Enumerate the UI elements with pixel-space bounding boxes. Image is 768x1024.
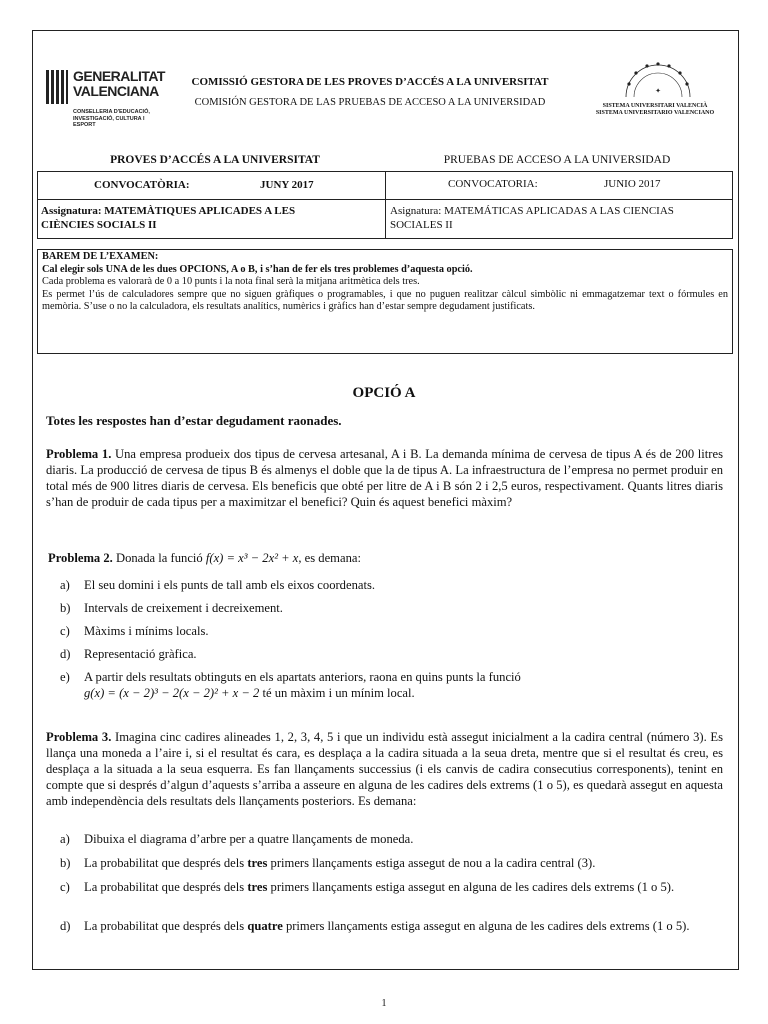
problem-2-tail: , es demana: — [298, 551, 361, 565]
problem-2-item-b — [60, 600, 723, 616]
option-intro: Totes les respostes han d’estar degudament raonades. — [46, 413, 342, 428]
exam-title-ca: PROVES D’ACCÉS A LA UNIVERSITAT — [110, 154, 320, 166]
logo-emblem-icon — [46, 70, 68, 104]
problem-2-lead — [48, 550, 725, 566]
problem-1-text: Una empresa produeix dos tipus de cervesa artesanal, A i B. La demanda mínima de cervesa de tipus A és de 200 litres diaris. La producció de cervesa de tipus B és almenys el doble que la de tipus A. La infraestructura de l’empresa no permet produir en total més de 900 litres diaris de cervesa. Els beneficis que obté per litre de A i B són 2 i 2,5 euros, respectivament. Quants litres diaris s’han de produir de cada tipus per a maximitzar el benefici? Quin és aquest benefici màxim? — [46, 447, 723, 509]
item-text: Representació gràfica. — [84, 647, 197, 661]
commission-title-es: COMISIÓN GESTORA DE LAS PRUEBAS DE ACCESO A LA UNIVERSIDAD — [194, 97, 546, 108]
convocatoria-table — [37, 171, 733, 239]
item-text: El seu domini i els punts de tall amb els eixos coordenats. — [84, 578, 376, 592]
seal-text-2: SISTEMA UNIVERSITARIO VALENCIANO — [595, 110, 715, 116]
table-divider — [385, 172, 386, 238]
page-number: 1 — [381, 998, 387, 1009]
seal-text-1: SISTEMA UNIVERSITARI VALENCIÀ — [602, 103, 708, 109]
convocatoria-ca-label: CONVOCATÒRIA: — [94, 179, 190, 191]
problem-2-label: Problema 2. — [48, 551, 113, 565]
item-label: d) — [60, 647, 71, 661]
item-e-tail: té un màxim i un mínim local. — [262, 686, 415, 700]
problem-2-item-e — [60, 669, 723, 701]
convocatoria-es-label: CONVOCATORIA: — [448, 178, 538, 190]
logo-sub2: INVESTIGACIÓ, CULTURA I ESPORT — [73, 116, 145, 128]
problem-3-label: Problema 3. — [46, 730, 112, 744]
item-d-post: primers llançaments estiga assegut en alguna de les cadires dels extrems (1 o 5). — [285, 919, 690, 933]
item-c-post: primers llançaments estiga assegut en alguna de les cadires dels extrems (1 o 5). — [270, 880, 675, 894]
barem-line1: Cal elegir sols UNA de les dues OPCIONS, A o B, i s’han de fer els tres problemes d’aquesta opció. — [42, 263, 473, 275]
svg-text:✦: ✦ — [655, 87, 661, 95]
commission-title-ca: COMISSIÓ GESTORA DE LES PROVES D’ACCÉS A LA UNIVERSITAT — [191, 76, 549, 88]
item-label: b) — [60, 856, 71, 870]
exam-title-es: PRUEBAS DE ACCESO A LA UNIVERSIDAD — [443, 154, 671, 166]
subject-es-line2: SOCIALES II — [390, 219, 453, 231]
problem-1-label: Problema 1. — [46, 447, 112, 461]
problem-3-item-d — [60, 918, 723, 934]
barem-box — [37, 249, 733, 354]
barem-title: BAREM DE L’EXAMEN: — [42, 251, 159, 262]
problem-3-text: Imagina cinc cadires alineades 1, 2, 3, 4, 5 i que un individu està assegut inicialment a la cadira central (número 3). Es llança una moneda a l’aire i, si el resultat és cara, es desplaça a la cadira situada a la seua dreta, mentre que si el resultat és creu, es desplaça a la situada a la seua esquerra. Es fan llançaments successius (i els canvis de cadira consecutius corresponents), tenint en compte que si després d’algun d’aquests s’arriba a asseure en alguna de les cadires dels extrems (1 o 5), es quedarà assegut en aquesta amb independència dels resultats dels llançaments posteriors. Es demana: — [46, 730, 723, 808]
item-label: e) — [60, 670, 70, 684]
item-label: c) — [60, 880, 70, 894]
item-label: d) — [60, 919, 71, 933]
item-label: b) — [60, 601, 71, 615]
item-text: Màxims i mínims locals. — [84, 624, 209, 638]
convocatoria-ca-value: JUNY 2017 — [260, 179, 314, 191]
problem-3-item-b — [60, 855, 723, 871]
problem-3-item-c — [60, 879, 723, 895]
problem-2-item-a — [60, 577, 723, 593]
item-e-text: A partir dels resultats obtinguts en els apartats anteriors, raona en quins punts la funció — [84, 670, 521, 684]
item-c-pre: La probabilitat que després dels — [84, 880, 245, 894]
problem-3-item-a — [60, 831, 723, 847]
option-title: OPCIÓ A — [352, 385, 416, 401]
item-text — [84, 918, 723, 934]
problem-3 — [46, 729, 723, 809]
problem-2-formula: f(x) = x³ − 2x² + x — [205, 551, 299, 565]
item-b-pre: La probabilitat que després dels — [84, 856, 245, 870]
item-d-pre: La probabilitat que després dels — [84, 919, 245, 933]
problem-2-item-d — [60, 646, 723, 662]
item-label: a) — [60, 832, 70, 846]
item-label: c) — [60, 624, 70, 638]
item-text — [84, 879, 723, 895]
item-label: a) — [60, 578, 70, 592]
barem-line3: Es permet l’ús de calculadores sempre que no siguen gràfiques o programables, i que no puguen realitzar càlcul simbòlic ni emmagatzemar text o fórmules en memòria. S’use o no la calculadora, els resultats analítics, numèrics i gràfics han d’estar sempre degudament justificats. — [42, 288, 728, 312]
university-seal-icon — [616, 57, 700, 103]
item-text: Intervals de creixement i decreixement. — [84, 601, 283, 615]
convocatoria-es-value: JUNIO 2017 — [604, 178, 661, 190]
item-d-bold: quatre — [247, 919, 283, 933]
item-b-post: primers llançaments estiga assegut de nou a la cadira central (3). — [270, 856, 596, 870]
logo-line1: GENERALITAT — [73, 68, 165, 84]
logo-line2: VALENCIANA — [73, 83, 159, 99]
item-b-bold: tres — [247, 856, 268, 870]
subject-ca-line2: CIÈNCIES SOCIALS II — [41, 219, 157, 231]
subject-es-line1: Asignatura: MATEMÁTICAS APLICADAS A LAS CIENCIAS — [390, 205, 674, 217]
item-c-bold: tres — [247, 880, 268, 894]
problem-2-item-c — [60, 623, 723, 639]
barem-line2: Cada problema es valorarà de 0 a 10 punts i la nota final serà la mitjana aritmètica dels tres. — [42, 276, 420, 287]
problem-1 — [46, 446, 723, 510]
generalitat-logo — [46, 68, 165, 138]
item-text — [84, 855, 723, 871]
subject-ca-line1: Assignatura: MATEMÀTIQUES APLICADES A LES — [41, 205, 296, 217]
item-text: Dibuixa el diagrama d’arbre per a quatre llançaments de moneda. — [84, 832, 414, 846]
item-text — [84, 669, 723, 701]
problem-2-lead-text: Donada la funció — [115, 551, 203, 565]
item-e-formula: g(x) = (x − 2)³ − 2(x − 2)² + x − 2 — [84, 686, 260, 700]
logo-sub1: CONSELLERIA D'EDUCACIÓ, — [73, 109, 150, 115]
